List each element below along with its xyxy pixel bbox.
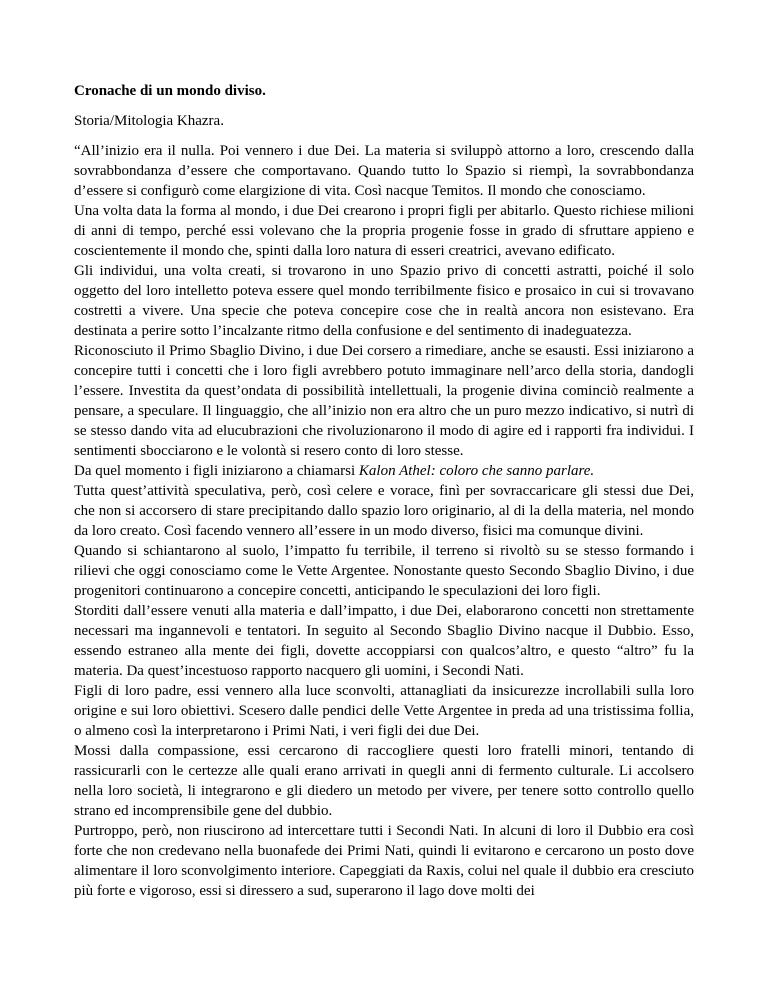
paragraph-3: Gli individui, una volta creati, si trovarono in uno Spazio privo di concetti astratti, poiché il solo oggetto del loro intelletto poteva essere quel mondo terribilmente fisico e prosaico in cui si trovavano costretti a vivere. Una specie che poteva concepire cose che in realtà ancora non esistevano. Era destinata a perire sotto l’incalzante ritmo della confusione e del sentimento di inadeguatezza. xyxy=(74,263,694,339)
paragraph-6: Quando si schiantarono al suolo, l’impatto fu terribile, il terreno si rivoltò su se stesso formando i rilievi che oggi conosciamo come le Vette Argentee. Nonostante questo Secondo Sbaglio Divino, i due progenitori continuarono a concepire concetti, anticipando le speculazioni dei loro figli. xyxy=(74,543,694,599)
paragraph-1: “All’inizio era il nulla. Poi vennero i due Dei. La materia si sviluppò attorno a loro, crescendo dalla sovrabbondanza d’essere che comportavano. Quando tutto lo Spazio si riempì, la sovrabbondanza d’essere si configurò come elargizione di vita. Così nacque Temitos. Il mondo che conosciamo. xyxy=(74,143,694,199)
document-subtitle: Storia/Mitologia Khazra. xyxy=(74,113,224,129)
document-title: Cronache di un mondo diviso. xyxy=(74,83,266,99)
paragraph-10: Purtroppo, però, non riuscirono ad intercettare tutti i Secondi Nati. In alcuni di loro il Dubbio era così forte che non credevano nella buonafede dei Primi Nati, quindi li evitarono e cercarono un posto dove alimentare il loro sconvolgimento interiore. Capeggiati da Raxis, colui nel quale il dubbio era cresciuto più forte e vigoroso, essi si diressero a sud, superarono il lago dove molti dei xyxy=(74,823,694,899)
kalon-prefix-text: Da quel momento i figli iniziarono a chiamarsi xyxy=(74,463,359,479)
paragraph-7: Storditi dall’essere venuti alla materia e dall’impatto, i due Dei, elaborarono concetti non strettamente necessari ma ingannevoli e tentatori. In seguito al Secondo Sbaglio Divino nacque il Dubbio. Esso, essendo estraneo alla mente dei figli, dovette accoppiarsi con qualcos’altro, e questo “altro” fu la materia. Da quest’incestuoso rapporto nacquero gli uomini, i Secondi Nati. xyxy=(74,603,694,679)
paragraph-5: Tutta quest’attività speculativa, però, così celere e vorace, finì per sovraccaricare gli stessi due Dei, che non si accorsero di stare precipitando dallo spazio loro originario, al di la della materia, nel mondo da loro creato. Così facendo vennero all’essere in un modo diverso, fisici ma comunque divini. xyxy=(74,483,694,539)
paragraph-4: Riconosciuto il Primo Sbaglio Divino, i due Dei corsero a rimediare, anche se esausti. Essi iniziarono a concepire tutti i concetti che i loro figli avrebbero potuto immaginare nell’arco della storia, dandogli l’essere. Investita da quest’ondata di possibilità intellettuali, la progenie divina cominciò realmente a pensare, a speculare. Il linguaggio, che all’inizio non era altro che un puro mezzo indicativo, si nutrì di se stesso dando vita ad elucubrazioni che rivoluzionarono il modo di agire ed i rapporti fra individui. I sentimenti sbocciarono e le volontà si resero conto di loro stesse. xyxy=(74,343,694,459)
paragraph-kalon-athel xyxy=(74,461,694,481)
kalon-athel-italic: Kalon Athel: coloro che sanno parlare. xyxy=(358,463,595,479)
paragraph-2: Una volta data la forma al mondo, i due Dei crearono i propri figli per abitarlo. Questo richiese milioni di anni di tempo, perché essi volevano che la propria progenie fosse in grado di sfruttare appieno e coscientemente il mondo che, spinti dalla loro natura di esseri creatrici, avevano edificato. xyxy=(74,203,694,259)
paragraph-9: Mossi dalla compassione, essi cercarono di raccogliere questi loro fratelli minori, tentando di rassicurarli con le certezze alle quali erano arrivati in quegli anni di fermento culturale. Li accolsero nella loro società, li integrarono e gli diedero un metodo per vivere, per tenere sotto controllo quello strano ed incomprensibile gene del dubbio. xyxy=(74,743,694,819)
paragraph-8: Figli di loro padre, essi vennero alla luce sconvolti, attanagliati da insicurezze incrollabili sulla loro origine e sui loro obiettivi. Scesero dalle pendici delle Vette Argentee in preda ad una tristissima follia, o almeno così la interpretarono i Primi Nati, i veri figli dei due Dei. xyxy=(74,683,694,739)
